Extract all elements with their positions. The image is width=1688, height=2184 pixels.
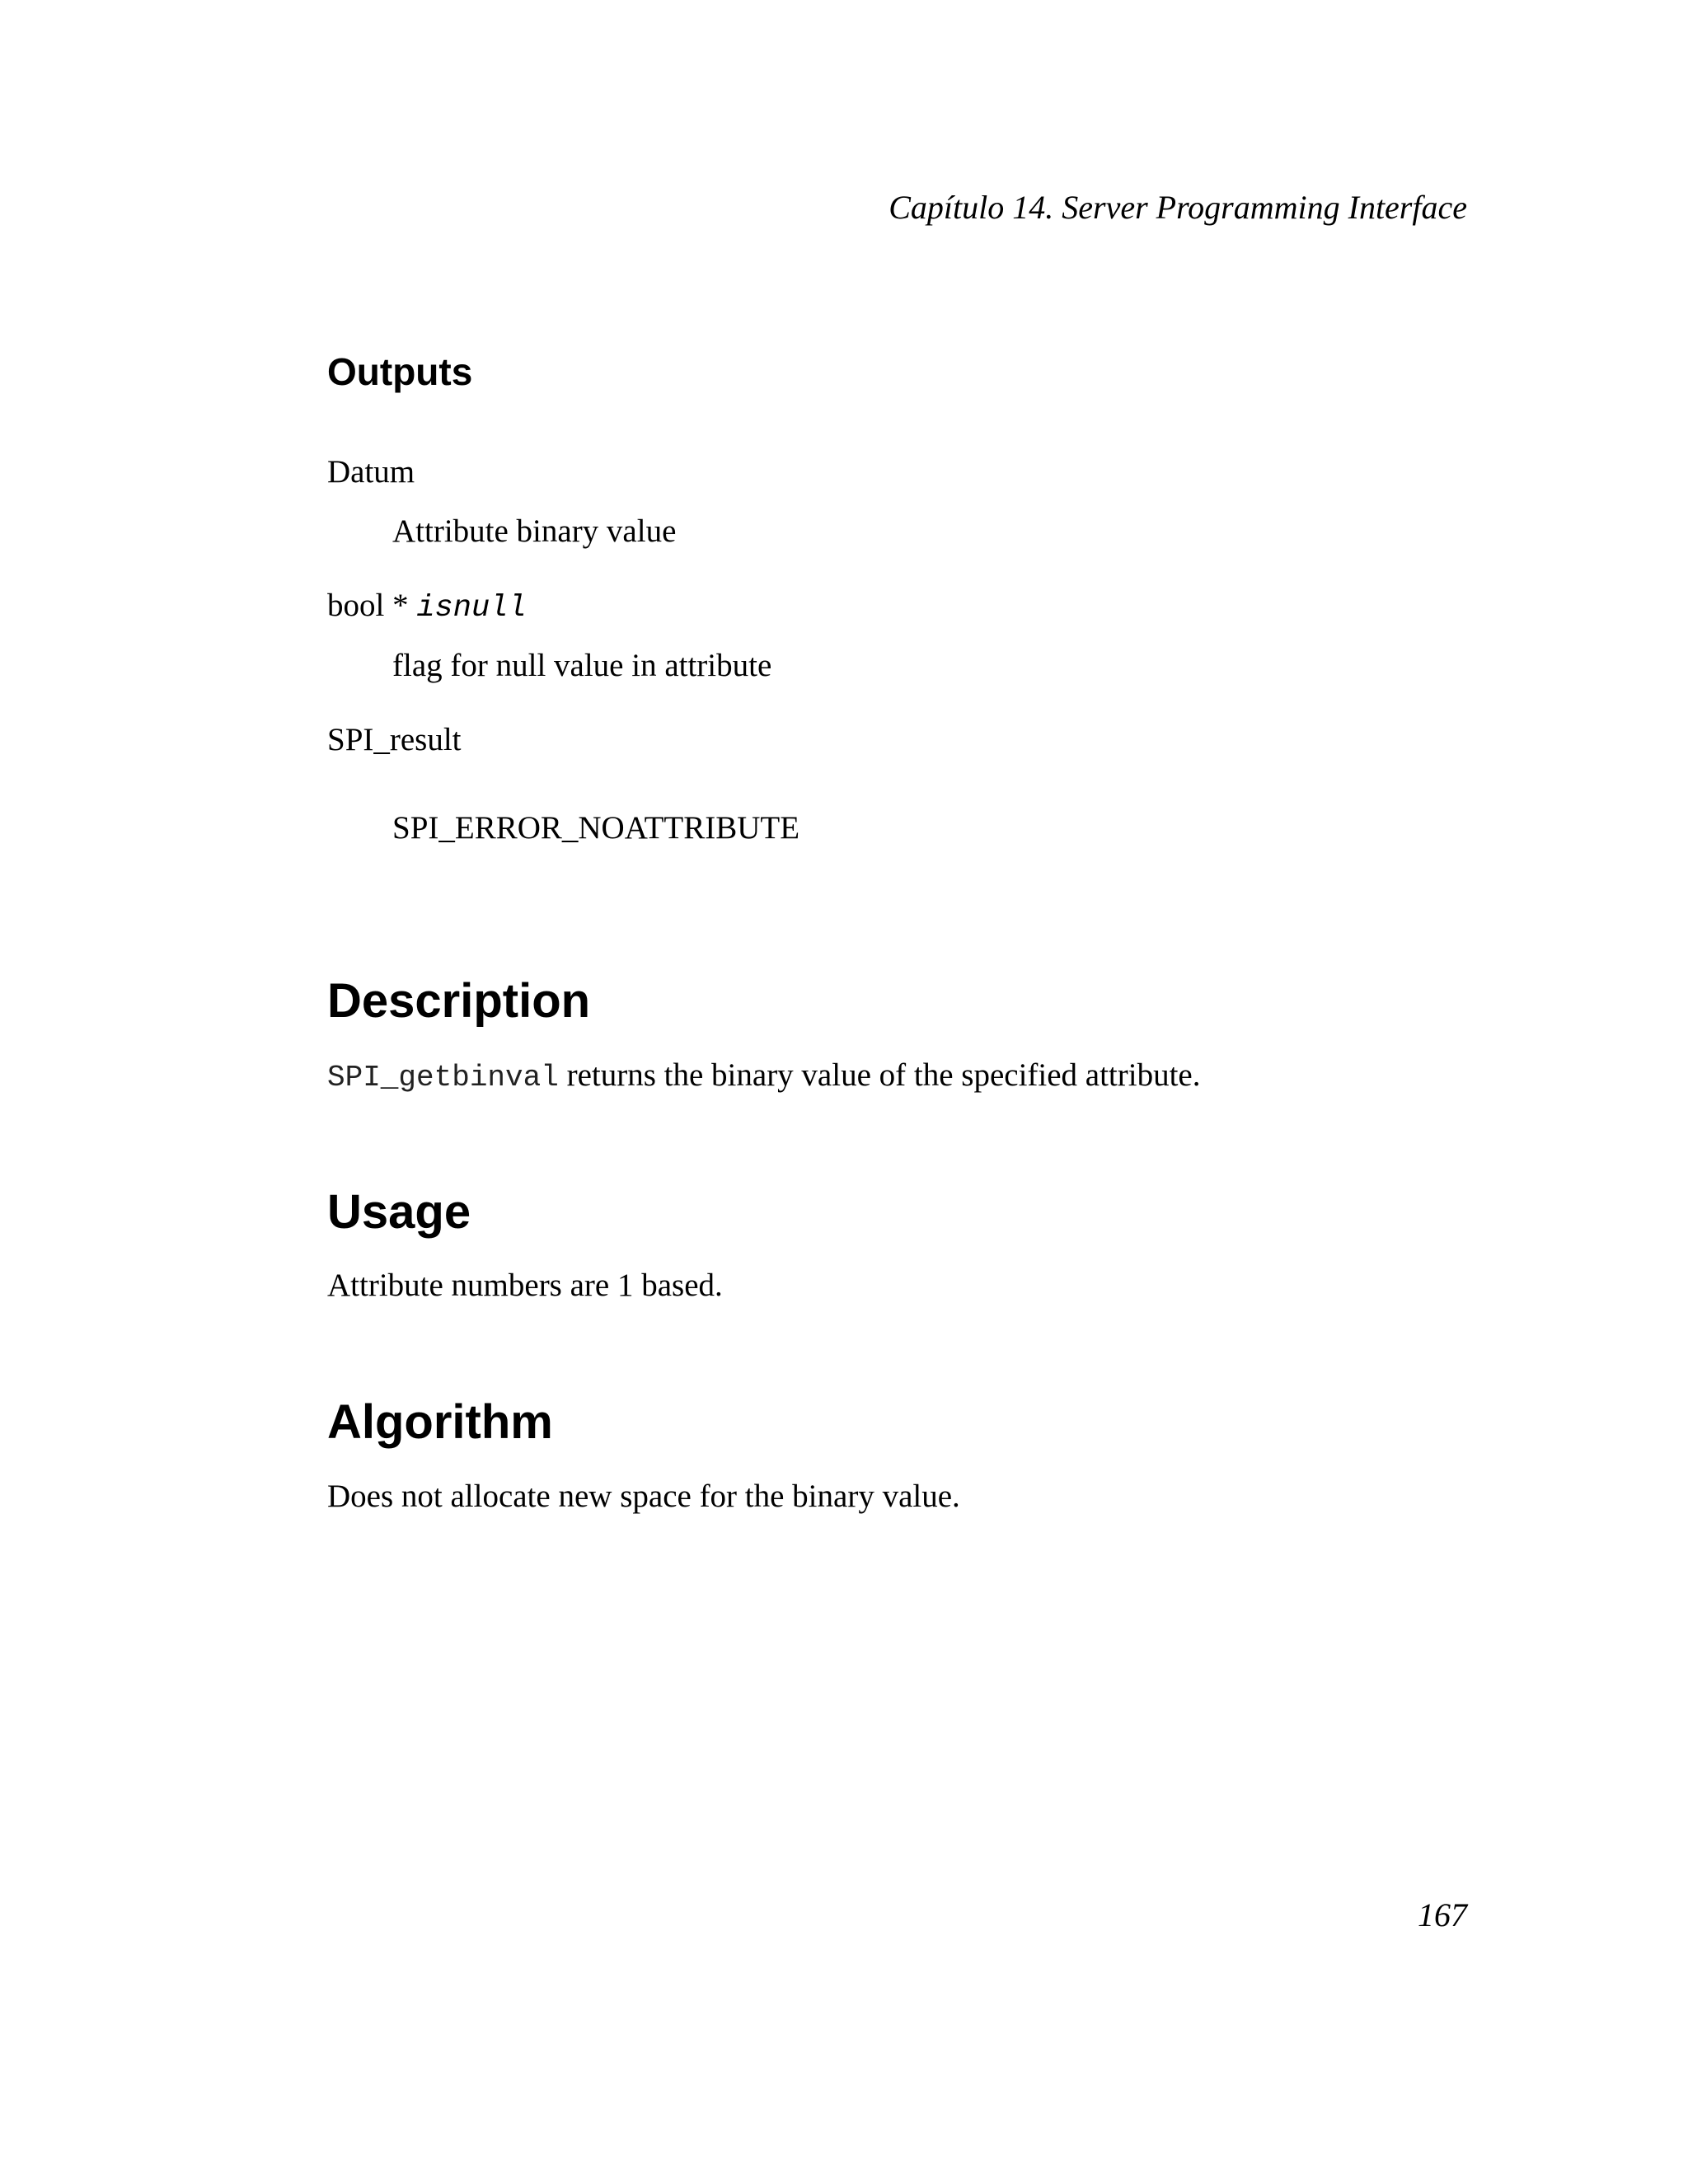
output-term-spi-result: SPI_result — [327, 722, 462, 757]
outputs-heading: Outputs — [327, 350, 473, 393]
output-term-isnull-type: bool * — [327, 588, 417, 623]
algorithm-paragraph: Does not allocate new space for the binary value. — [327, 1479, 960, 1514]
description-function-name: SPI_getbinval — [327, 1061, 559, 1094]
algorithm-heading: Algorithm — [327, 1395, 553, 1449]
description-paragraph — [327, 1057, 1201, 1094]
output-definition-isnull: flag for null value in attribute — [392, 648, 772, 683]
usage-heading: Usage — [327, 1185, 471, 1239]
description-heading: Description — [327, 974, 591, 1028]
output-term-isnull-param: isnull — [416, 591, 527, 626]
output-term-datum: Datum — [327, 454, 415, 490]
description-text: returns the binary value of the specified attribute. — [558, 1057, 1201, 1093]
usage-paragraph: Attribute numbers are 1 based. — [327, 1268, 723, 1303]
page-number: 167 — [1418, 1896, 1467, 1933]
output-definition-datum: Attribute binary value — [392, 513, 677, 549]
output-definition-spi-result: SPI_ERROR_NOATTRIBUTE — [392, 810, 800, 846]
output-term-isnull — [327, 587, 527, 626]
running-header: Capítulo 14. Server Programming Interface — [889, 189, 1467, 226]
